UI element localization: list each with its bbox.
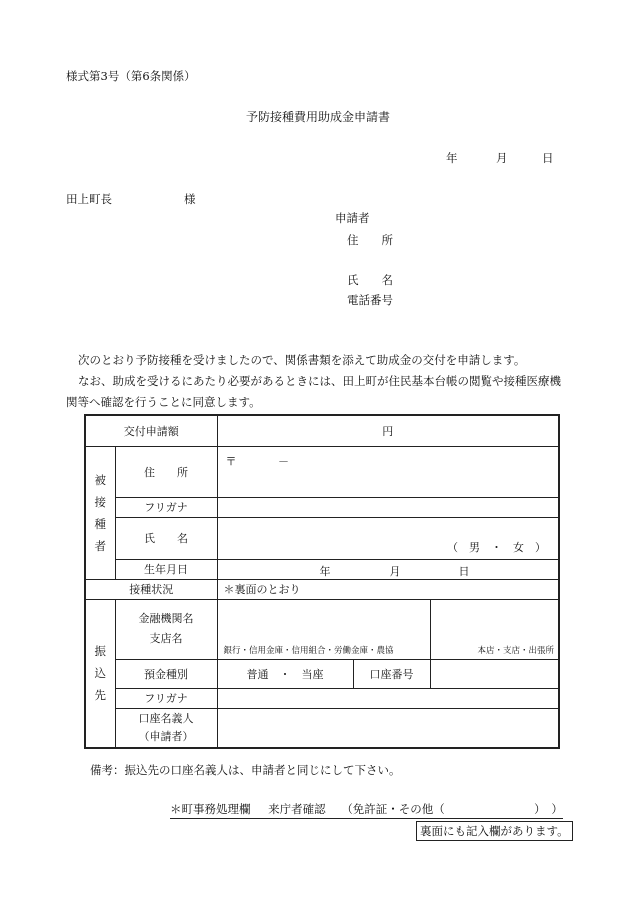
birthdate-label: 生年月日 [115,559,217,579]
deposit-type-label: 預金種別 [115,659,217,688]
bank-name-field[interactable] [217,599,430,659]
amount-unit: 円 [382,424,394,438]
amount-label: 交付申請額 [85,415,217,446]
bank-type-options[interactable]: 銀行・信用金庫・信用組合・労働金庫・農協 [223,645,394,656]
recipient-group-label: 被 接 種 者 [85,446,115,579]
applicant-address-label: 住 所 [347,233,393,247]
amount-field[interactable] [217,415,559,446]
form-title: 予防接種費用助成金申請書 [246,110,391,124]
account-holder-label: 口座名義人 （申請者） [115,708,217,748]
id-check-text: （免許証・その他（ [341,802,445,816]
date-day-label: 日 [542,151,554,165]
branch-field[interactable] [430,599,559,659]
addressee-name: 田上町長 [66,192,112,206]
branch-type-options[interactable]: 本店・支店・出張所 [477,645,555,656]
account-number-label: 口座番号 [353,659,430,688]
applicant-heading: 申請者 [335,211,370,225]
applicant-phone-label: 電話番号 [347,293,393,307]
recipient-name-field[interactable] [217,517,559,559]
remark: 備考：振込先の口座名義人は、申請者と同じにして下さい。 [90,763,401,777]
visit-check-label: 来庁者確認 [268,802,326,816]
birthdate-field[interactable] [217,559,559,579]
postal-dash: － [278,454,289,468]
recipient-address-label: 住 所 [115,446,217,497]
body-paragraph: なお、助成を受けるにあたり必要があるときには、田上町が住民基本台帳の閲覧や接種医療機 [78,374,561,388]
postal-mark: 〒 [225,454,237,468]
office-use-label: ＊町事務処理欄 [170,802,251,816]
birth-year-label: 年 [319,564,331,578]
recipient-name-label: 氏 名 [115,517,217,559]
bank-label: 金融機関名 支店名 [115,599,217,659]
recipient-furigana-field[interactable] [217,497,559,517]
account-number-field[interactable] [430,659,559,688]
applicant-name-label: 氏 名 [347,273,393,287]
form-number: 様式第3号（第6条関係） [66,69,196,83]
addressee-honorific: 様 [184,192,196,206]
account-holder-field[interactable] [217,708,559,748]
id-check-close: ） ） [534,802,563,816]
gender-selector[interactable]: （ 男 ・ 女 ） [447,540,547,554]
date-year-label: 年 [446,151,458,165]
vaccination-status-value: ＊裏面のとおり [217,579,559,599]
body-paragraph: 関等へ確認を行うことに同意します。 [66,395,261,409]
body-paragraph: 次のとおり予防接種を受けましたので、関係書類を添えて助成金の交付を申請します。 [78,353,526,367]
deposit-type-options[interactable]: 普通 ・ 当座 [217,659,353,688]
birth-day-label: 日 [458,564,470,578]
application-table [84,414,560,749]
recipient-furigana-label: フリガナ [115,497,217,517]
date-month-label: 月 [496,151,508,165]
birth-month-label: 月 [389,564,401,578]
office-use-section [170,801,563,819]
account-furigana-field[interactable] [217,688,559,708]
account-furigana-label: フリガナ [115,688,217,708]
vaccination-status-label: 接種状況 [85,579,217,599]
transfer-group-label: 振 込 先 [85,599,115,748]
back-note: 裏面にも記入欄があります。 [416,821,573,841]
recipient-address-field[interactable] [217,446,559,497]
